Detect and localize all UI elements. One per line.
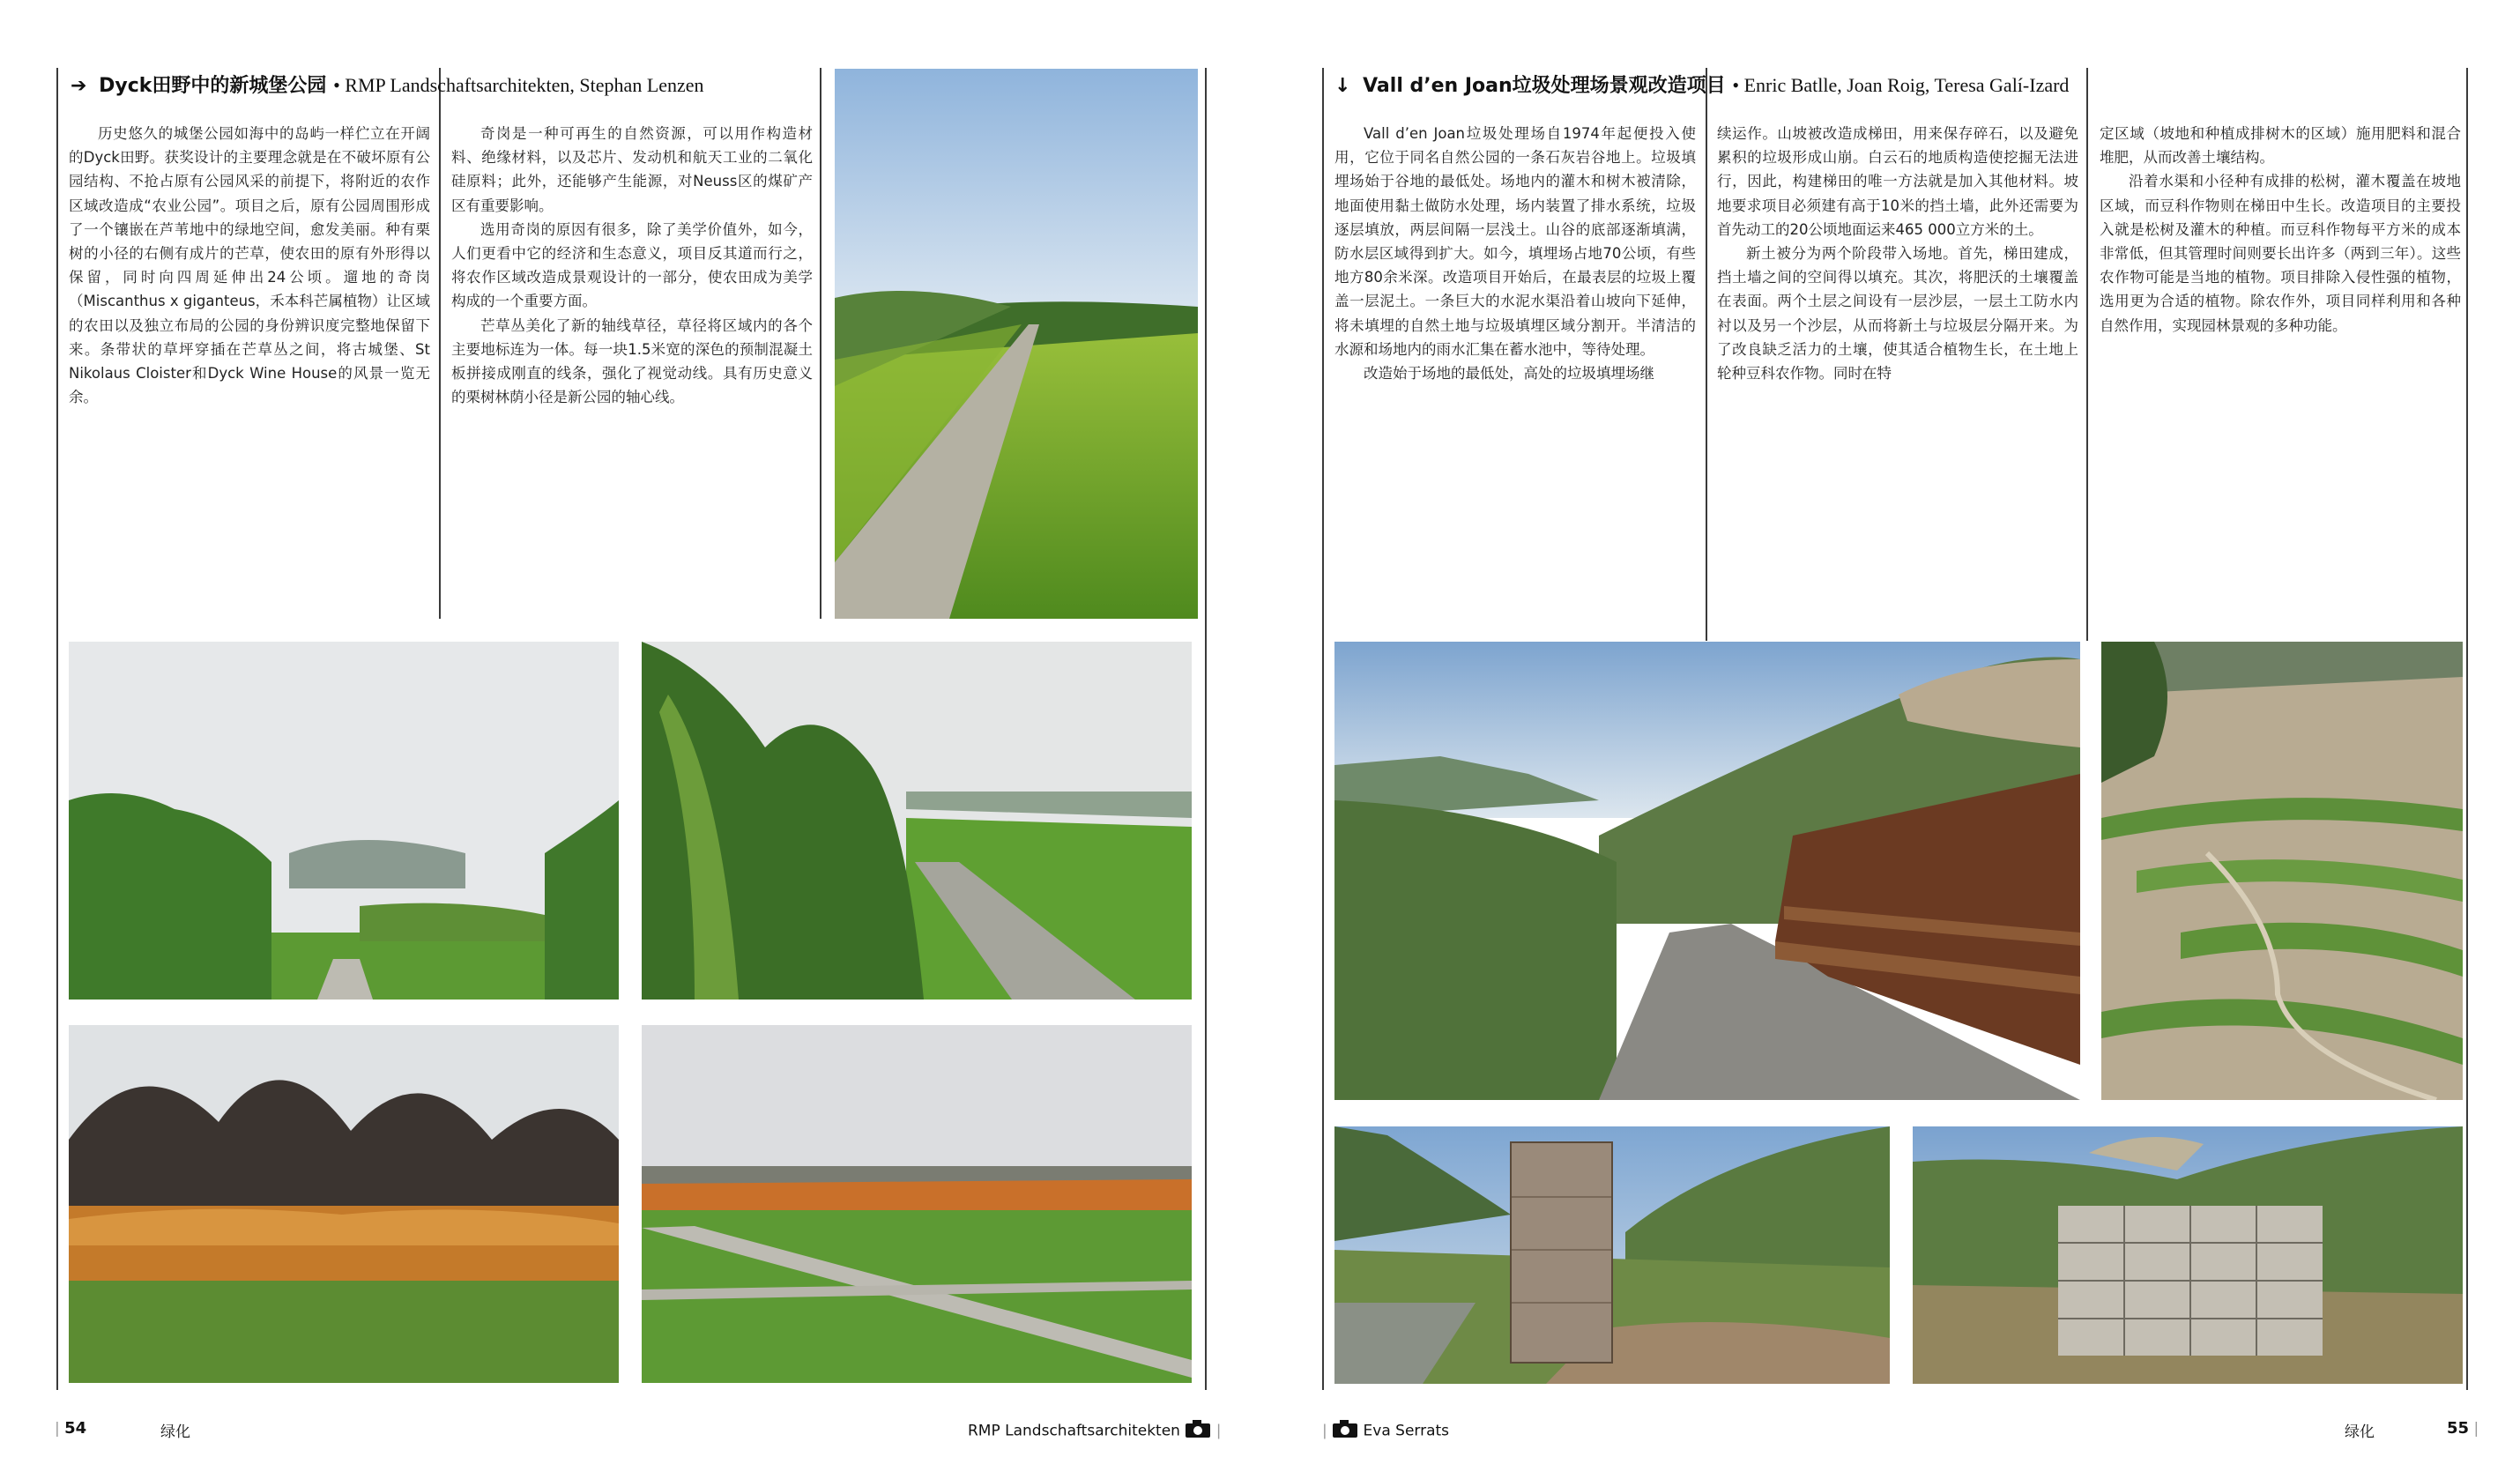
right-col-divider-2 [2086,68,2088,641]
photo-field-paths [642,1025,1192,1383]
page-number: 55 [2447,1419,2470,1438]
right-title: Vall d’en Joan垃圾处理场景观改造项目 [1363,75,1726,97]
paragraph: 奇岗是一种可再生的自然资源，可以用作构造材料、绝缘材料，以及芯片、发动机和航天工业的二氧化硅原料；此外，还能够产生能源，对Neuss区的煤矿产区有重要影响。 [451,125,813,214]
right-text-col-2 [1717,122,2078,385]
paragraph: 历史悠久的城堡公园如海中的岛屿一样伫立在开阔的Dyck田野。获奖设计的主要理念就是在不破坏原有公园结构、不抢占原有公园风采的前提下，将附近的农作区域改造成“农业公园”。项目之后，原有公园周围形成了一个镶嵌在芦苇地中的绿地空间，愈发美丽。种有栗树的小径的右侧有成片的芒草，使农田的原有外形得以保留，同时向四周延伸出24公顷。遛地的奇岗（Miscanthus x giganteus，禾本科芒属植物）让区域的农田以及独立布局的公园的身份辨识度完整地保留下来。条带状的草坪穿插在芒草丛之间，将古城堡、St Nikolaus Cloister和Dyck Wine House的风景一览无余。 [69,125,430,406]
left-inner-rule [1205,68,1207,1390]
left-text-col-1 [69,122,430,409]
left-article-header: ➔ Dyck田野中的新城堡公园 • RMP Landschaftsarchitekten, Stephan Lenzen [71,74,704,97]
right-article-header: ↓ Vall d’en Joan垃圾处理场景观改造项目 • Enric Batlle, Joan Roig, Teresa Galí-Izard [1334,74,2070,97]
left-credit: RMP Landschaftsarchitekten, Stephan Lenzen [345,74,704,96]
left-section-label: 绿化 [160,1423,190,1441]
camera-icon [1332,1419,1358,1443]
paragraph: 定区域（坡地和种植成排树木的区域）施用肥料和混合堆肥，从而改善土壤结构。 [2100,125,2461,167]
right-photo-credit: | Eva Serrats [1322,1419,1449,1443]
paragraph: Vall d’en Joan垃圾处理场自1974年起便投入使用，它位于同名自然公园的一条石灰岩谷地上。垃圾填埋场始于谷地的最低处。场地内的灌木和树木被清除，地面使用黏土做防水处理，场内装置了排水系统，垃圾逐层填放，两层间隔一层浅土。山谷的底部逐渐填满，防水层区域得到扩大。如今，填埋场占地70公顷，有些地方80余米深。改造项目开始后，在最表层的垃圾上覆盖一层泥土。一条巨大的水泥水渠沿着山坡向下延伸，将未填埋的自然土地与垃圾填埋区域分割开。半清洁的水源和场地内的雨水汇集在蓄水池中，等待处理。 [1334,125,1696,358]
right-outer-rule [2466,68,2468,1390]
left-footer: | 54 [55,1419,87,1438]
paragraph: 续运作。山坡被改造成梯田，用来保存碎石，以及避免累积的垃圾形成山崩。白云石的地质构造使挖掘无法进行，因此，构建梯田的唯一方法就是加入其他材料。坡地要求项目必须建有高于10米的挡土墙，此外还需要为首先动工的20公顷地面运来465 000立方米的土。 [1717,125,2078,238]
right-col-divider-1 [1706,68,1707,641]
photo-grass-closeup [642,642,1192,1000]
arrow-down-right-icon: ➔ [71,75,87,97]
paragraph: 新土被分为两个阶段带入场地。首先，梯田建成，挡土墙之间的空间得以填充。其次，将肥沃的土壤覆盖在表面。两个土层之间设有一层沙层，一层土工防水内衬以及另一个沙层，从而将新土与垃圾层分隔开来。为了改良缺乏活力的土壤，使其适合植物生长，在土地上轮种豆科农作物。同时在特 [1717,245,2078,383]
photo-trees-golden-reeds [69,1025,619,1383]
right-inner-rule [1322,68,1324,1390]
right-footer: 55 | [2447,1419,2479,1438]
photo-aerial-terraces [2101,642,2463,1100]
right-credit: Enric Batlle, Joan Roig, Teresa Galí-Izard [1743,74,2070,96]
left-photo-credit: RMP Landschaftsarchitekten | [968,1419,1222,1443]
photo-gabion-block [1913,1126,2463,1384]
left-col-divider-2 [820,68,821,619]
photographer: RMP Landschaftsarchitekten [968,1422,1180,1440]
right-section-label: 绿化 [2345,1423,2375,1441]
photo-terraced-gabion-walls [1334,642,2080,1100]
left-text-col-2 [451,122,813,409]
photographer: Eva Serrats [1363,1422,1450,1440]
arrow-down-icon: ↓ [1334,75,1351,97]
camera-icon [1185,1419,1211,1443]
left-title: Dyck田野中的新城堡公园 [99,75,327,97]
photo-grass-path [835,69,1198,619]
paragraph: 选用奇岗的原因有很多，除了美学价值外，如今，人们更看中它的经济和生态意义，项目反其道而行之，将农作区域改造成景观设计的一部分，使农田成为美学构成的一个重要方面。 [451,220,813,310]
paragraph: 芒草丛美化了新的轴线草径，草径将区域内的各个主要地标连为一体。每一块1.5米宽的深色的预制混凝土板拼接成刚直的线条，强化了视觉动线。具有历史意义的栗树林荫小径是新公园的轴心线。 [451,316,813,406]
paragraph: 沿着水渠和小径种有成排的松树，灌木覆盖在坡地区域，而豆科作物则在梯田中生长。改造项目的主要投入就是松树及灌木的种植。而豆科作物每平方米的成本非常低，但其管理时间则要长出许多（两到三年）。这些农作物可能是当地的植物。项目排除入侵性强的植物，选用更为合适的植物。除农作外，项目同样利用和各种自然作用，实现园林景观的多种功能。 [2100,173,2461,334]
paragraph: 改造始于场地的最低处，高处的垃圾填埋场继 [1364,365,1654,383]
right-text-col-1 [1334,122,1696,385]
photo-reeds-path [69,642,619,1000]
left-outer-rule [56,68,58,1390]
photo-gabion-tower [1334,1126,1890,1384]
page-number: 54 [64,1419,87,1438]
left-col-divider-1 [439,68,441,619]
right-text-col-3 [2100,122,2461,338]
